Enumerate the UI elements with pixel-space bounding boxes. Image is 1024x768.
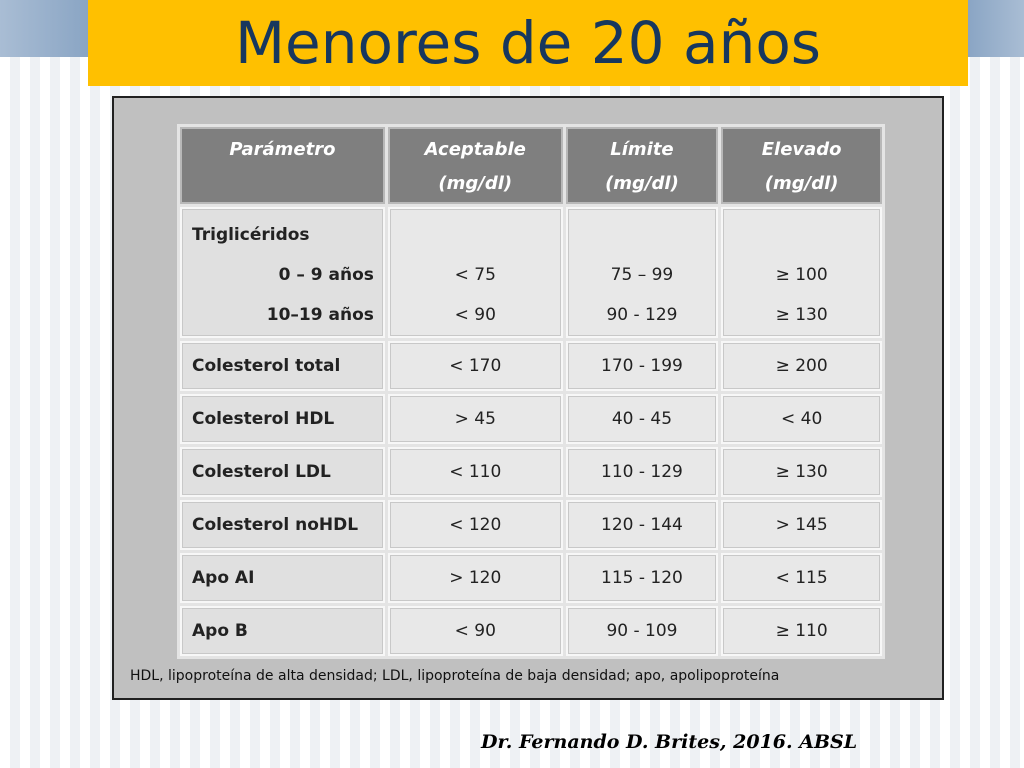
cell-elevado: ≥ 110 bbox=[721, 606, 882, 656]
table-footnote: HDL, lipoproteína de alta densidad; LDL, lipoproteína de baja densidad; apo, apolipoproteína bbox=[130, 668, 780, 684]
title-bar bbox=[88, 0, 968, 86]
table-row bbox=[180, 606, 882, 656]
cell-aceptable: < 170 bbox=[388, 341, 563, 391]
cell-elevado: ≥ 130 bbox=[721, 447, 882, 497]
cell-elevado: < 115 bbox=[721, 553, 882, 603]
cell-limite: 75 – 99 90 - 129 bbox=[566, 207, 719, 338]
cell-elevado: ≥ 100 ≥ 130 bbox=[721, 207, 882, 338]
cell-param: Colesterol HDL bbox=[180, 394, 385, 444]
cell-elevado: < 40 bbox=[721, 394, 882, 444]
table-row bbox=[180, 394, 882, 444]
cell-param: Colesterol noHDL bbox=[180, 500, 385, 550]
cell-limite: 40 - 45 bbox=[566, 394, 719, 444]
cell-aceptable: > 45 bbox=[388, 394, 563, 444]
slide-title: Menores de 20 años bbox=[234, 9, 822, 77]
cell-aceptable: > 120 bbox=[388, 553, 563, 603]
cell-limite: 120 - 144 bbox=[566, 500, 719, 550]
lipid-reference-figure bbox=[112, 96, 944, 700]
table-row bbox=[180, 553, 882, 603]
table-row bbox=[180, 500, 882, 550]
header-aceptable: Aceptable (mg/dl) bbox=[388, 127, 563, 204]
header-elevado: Elevado (mg/dl) bbox=[721, 127, 882, 204]
table-row bbox=[180, 341, 882, 391]
cell-elevado: > 145 bbox=[721, 500, 882, 550]
cell-aceptable: < 75 < 90 bbox=[388, 207, 563, 338]
decorative-band-right bbox=[968, 0, 1024, 57]
cell-param: Apo AI bbox=[180, 553, 385, 603]
cell-limite: 90 - 109 bbox=[566, 606, 719, 656]
cell-aceptable: < 90 bbox=[388, 606, 563, 656]
cell-param: Apo B bbox=[180, 606, 385, 656]
lipid-reference-table bbox=[177, 124, 885, 659]
table-row-trigliceridos bbox=[180, 207, 882, 338]
slide-credit: Dr. Fernando D. Brites, 2016. ABSL bbox=[481, 731, 858, 753]
cell-aceptable: < 120 bbox=[388, 500, 563, 550]
cell-limite: 170 - 199 bbox=[566, 341, 719, 391]
cell-aceptable: < 110 bbox=[388, 447, 563, 497]
cell-limite: 110 - 129 bbox=[566, 447, 719, 497]
cell-elevado: ≥ 200 bbox=[721, 341, 882, 391]
cell-param: Triglicéridos 0 – 9 años 10–19 años bbox=[180, 207, 385, 338]
decorative-band-left bbox=[0, 0, 88, 57]
table-header-row bbox=[180, 127, 882, 204]
cell-param: Colesterol LDL bbox=[180, 447, 385, 497]
cell-param: Colesterol total bbox=[180, 341, 385, 391]
table-row bbox=[180, 447, 882, 497]
header-limite: Límite (mg/dl) bbox=[566, 127, 719, 204]
header-parametro: Parámetro bbox=[180, 127, 385, 204]
cell-limite: 115 - 120 bbox=[566, 553, 719, 603]
